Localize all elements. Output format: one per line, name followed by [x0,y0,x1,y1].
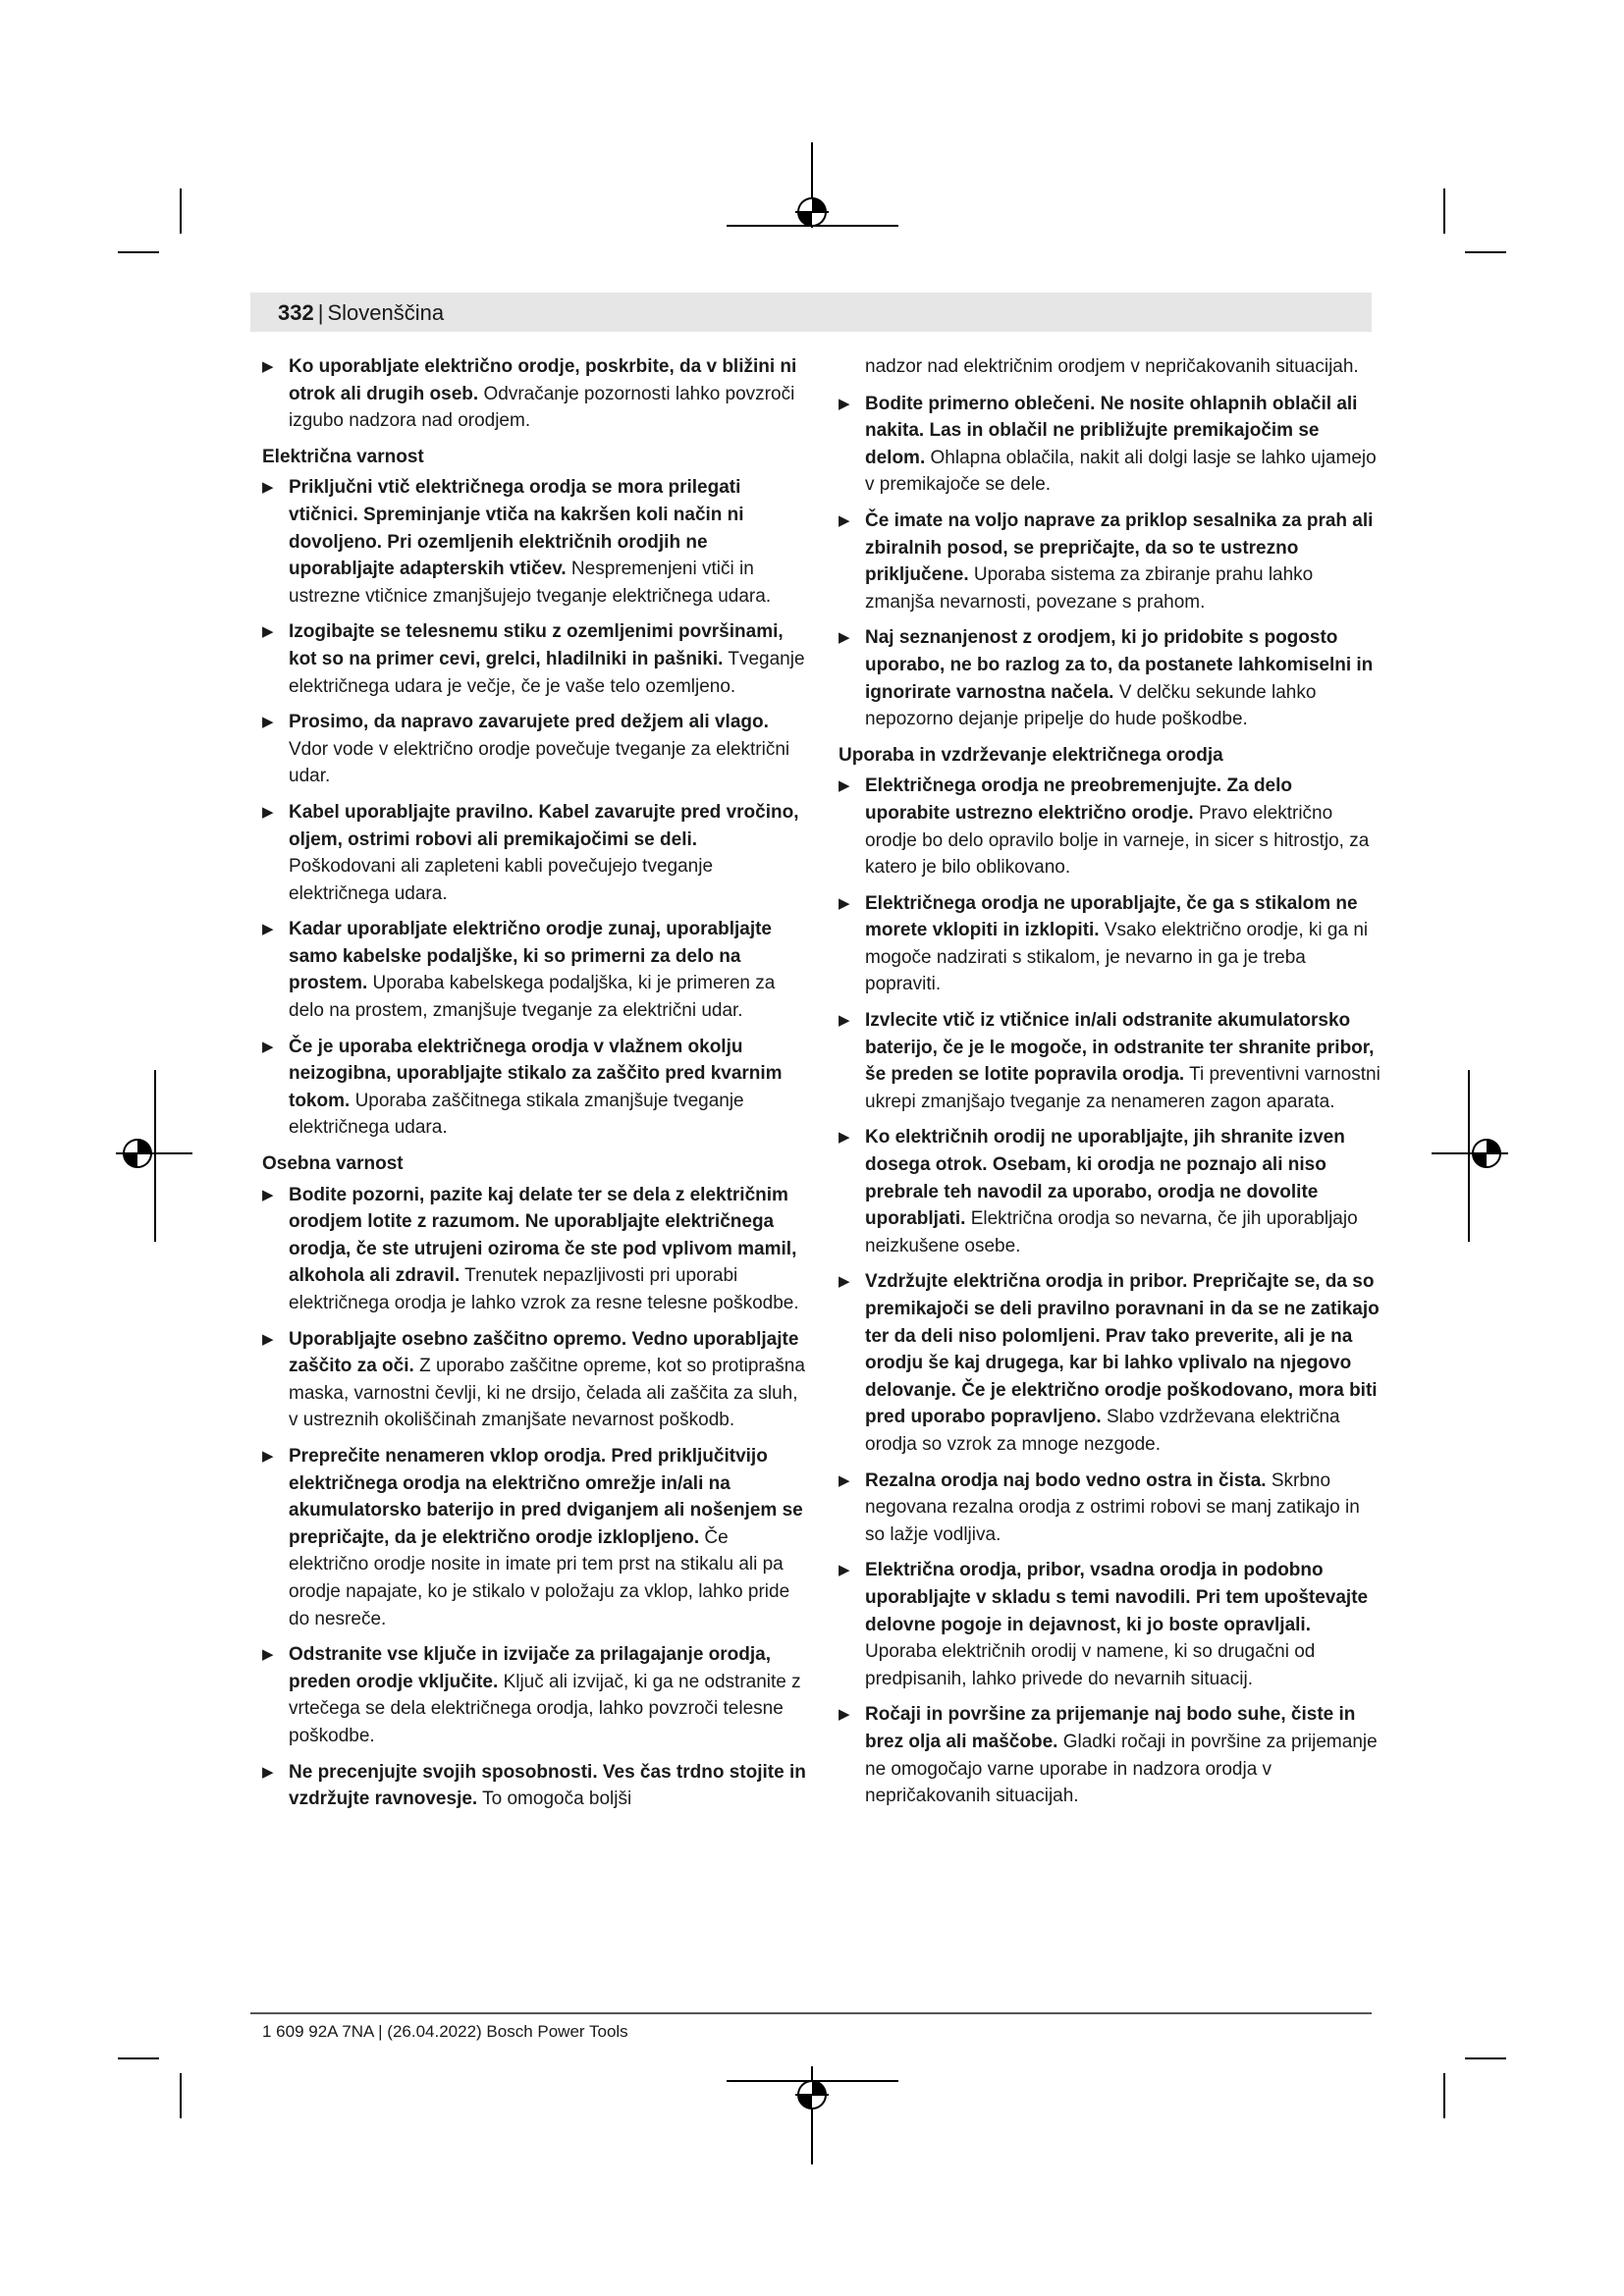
crop-mark-top-right-h [1465,251,1506,253]
list-item [839,624,1380,732]
header-language: Slovenščina [327,300,445,325]
section-heading-personal-safety: Osebna varnost [262,1153,404,1175]
bullet-icon: ▶ [839,1562,850,1579]
section-heading-use-and-care: Uporaba in vzdrževanje električnega orodja [839,744,1223,766]
item-text: Vsako električno orodje, ki ga ni mogoče nadzirati s stikalom, je nevarno in ga je treba popraviti. [865,920,1369,995]
list-item [262,353,808,435]
page-footer: 1 609 92A 7NA | (26.04.2022) Bosch Power Tools [262,2022,628,2041]
item-bold: Ko električnih orodij ne uporabljajte, jih shranite izven dosega otrok. Osebam, ki orodja ne poznajo ali niso prebrale teh navodil za uporabo, orodja ne dovolite uporabljati. [865,1127,1345,1230]
list-item [839,1268,1380,1458]
item-text: Z uporabo zaščitne opreme, kot so protiprašna maska, varnostni čevlji, ki ne drsijo, čelada ali zaščita za sluh, v ustreznih okoliščinah zmanjšate nevarnost poškodb. [289,1356,805,1431]
crop-mark-top-right-v [1443,188,1445,234]
item-bold: Ročaji in površine za prijemanje naj bodo suhe, čiste in brez olja ali maščobe. [865,1704,1356,1752]
bullet-icon: ▶ [262,479,274,497]
bullet-icon: ▶ [839,1273,850,1291]
list-item [839,890,1380,998]
item-bold: Ko uporabljate električno orodje, poskrbite, da v bližini ni otrok ali drugih oseb. [289,356,797,404]
bullet-icon: ▶ [839,777,850,795]
item-bold: Električnega orodja ne preobremenjujte. Za delo uporabite ustrezno električno orodje. [865,775,1292,824]
right-column [839,353,1380,1819]
item-text: Ključ ali izvijač, ki ga ne odstranite z vrtečega se dela električnega orodja, lahko povzroči telesne poškodbe. [289,1671,801,1746]
item-bold: Električna orodja, pribor, vsadna orodja in podobno uporabljajte v skladu s temi navodili. Pri tem upoštevajte delovne pogoje in dejavnost, ki jo boste opravljali. [865,1560,1369,1635]
bullet-icon: ▶ [839,1706,850,1724]
item-bold: Če je uporaba električnega orodja v vlažnem okolju neizogibna, uporabljajte stikalo za zaščito pred kvarnim tokom. [289,1036,783,1111]
item-bold: Odstranite vse ključe in izvijače za prilagajanje orodja, preden orodje vključite. [289,1644,772,1692]
item-bold: Naj seznanjenost z orodjem, ki jo pridobite s pogosto uporabo, ne bo razlog za to, da postanete lahkomiselni in ignorirate varnostna načela. [865,627,1374,703]
bullet-icon: ▶ [262,1038,274,1055]
list-item [262,1641,808,1749]
bullet-icon: ▶ [839,1471,850,1489]
item-bold: Če imate na voljo naprave za priklop sesalnika za prah ali zbiralnih posod, se prepričajte, da so te ustrezno priključene. [865,509,1374,586]
crop-mark-bottom-left-v [180,2073,182,2118]
list-item [839,773,1380,881]
item-bold: Ne precenjujte svojih sposobnosti. Ves čas trdno stojite in vzdržujte ravnovesje. [289,1761,806,1810]
item-text: V delčku sekunde lahko nepozorno dejanje pripelje do hude poškodbe. [865,681,1317,730]
list-item [839,1124,1380,1259]
page-number: 332 [278,300,314,325]
registration-mark-left-icon [116,1070,194,1247]
item-text: Uporaba električnih orodij v namene, ki so drugačni od predpisanih, lahko privede do nevarnih situacij. [865,1641,1316,1689]
section-heading-electrical-safety: Električna varnost [262,446,424,467]
bullet-icon: ▶ [262,1447,274,1465]
item-text: Slabo vzdrževana električna orodja so vzrok za mnoge nezgode. [865,1407,1340,1455]
crop-mark-bottom-right-v [1443,2073,1445,2118]
item-text: Odvračanje pozornosti lahko povzroči izgubo nadzora nad orodjem. [289,383,795,432]
item-bold: Izogibajte se telesnemu stiku z ozemljenimi površinami, kot so na primer cevi, grelci, hladilniki in pašniki. [289,621,784,669]
item-text: Vdor vode v električno orodje povečuje tveganje za električni udar. [289,738,790,787]
registration-mark-bottom-icon [727,2061,903,2169]
bullet-icon: ▶ [262,1330,274,1348]
item-text: Uporaba kabelskega podaljška, ki je primeren za delo na prostem, zmanjšuje tveganje za električni udar. [289,973,776,1022]
item-bold: Izvlecite vtič iz vtičnice in/ali odstranite akumulatorsko baterijo, če je le mogoče, in odstranite ter shranite pribor, še preden se lotite popravila orodja. [865,1010,1375,1086]
bullet-icon: ▶ [839,894,850,912]
list-item [262,709,808,790]
item-bold: Kabel uporabljajte pravilno. Kabel zavarujte pred vročino, oljem, ostrimi robovi ali premikajočimi se deli. [289,801,799,850]
item-text: Električna orodja so nevarna, če jih uporabljajo neizkušene osebe. [865,1208,1358,1256]
item-bold: Vzdržujte električna orodja in pribor. Prepričajte se, da so premikajoči se deli pravilno poravnani in da se ne zatikajo ter da deli niso polomljeni. Prav tako preverite, ali je na orodju še kaj drugega, kar bi lahko vplivalo na njegovo delovanje. Če je električno orodje poškodovano, mora biti pred uporabo popravljeno. [865,1271,1380,1428]
registration-mark-top-icon [727,137,903,245]
item-bold: Uporabljajte osebno zaščitno opremo. Vedno uporabljajte zaščito za oči. [289,1328,799,1377]
item-text: Trenutek nepazljivosti pri uporabi električnega orodja je lahko vzrok za resne telesne poškodbe. [289,1265,799,1313]
item-text: To omogoča boljši [482,1789,632,1810]
crop-mark-bottom-left-h [118,2057,159,2059]
footer-divider [250,2012,1372,2014]
continued-text: nadzor nad električnim orodjem v nepričakovanih situacijah. [865,356,1359,377]
bullet-icon: ▶ [262,714,274,731]
list-item [839,1007,1380,1115]
bullet-icon: ▶ [839,1129,850,1147]
list-item [262,618,808,700]
item-bold: Rezalna orodja naj bodo vedno ostra in čista. [865,1469,1267,1491]
bullet-icon: ▶ [839,395,850,412]
list-item [262,799,808,907]
item-bold: Preprečite nenameren vklop orodja. Pred priključitvijo električnega orodja na električno omrežje in/ali na akumulatorsko baterijo in pred dviganjem ali nošenjem se prepričajte, da je električno orodje izklopljeno. [289,1445,803,1548]
crop-mark-bottom-right-h [1465,2057,1506,2059]
item-text: Če električno orodje nosite in imate pri tem prst na stikalu ali pa orodje napajate, ko je stikalo v položaju za vklop, lahko pride do nesreče. [289,1526,790,1629]
item-text: Gladki ročaji in površine za prijemanje ne omogočajo varne uporabe in nadzora orodja v nepričakovanih situacijah. [865,1731,1378,1807]
bullet-icon: ▶ [262,921,274,938]
item-text: Uporaba zaščitnega stikala zmanjšuje tveganje električnega udara. [289,1090,744,1139]
bullet-icon: ▶ [839,629,850,647]
bullet-icon: ▶ [262,1646,274,1664]
bullet-icon: ▶ [262,358,274,375]
item-bold: Priključni vtič električnega orodja se mora prilegati vtičnici. Spreminjanje vtiča na kakršen koli način ni dovoljeno. Pri ozemljenih električnih orodjih ne uporabljajte adapterskih vtičev. [289,477,744,580]
bullet-icon: ▶ [839,1012,850,1030]
item-bold: Kadar uporabljate električno orodje zunaj, uporabljajte samo kabelske podaljške, ki so primerni za delo na prostem. [289,919,772,994]
list-item [839,507,1380,615]
page-header [278,299,444,327]
item-text: Skrbno negovana rezalna orodja z ostrimi robovi se manj zatikajo in so lažje vodljiva. [865,1469,1360,1545]
bullet-icon: ▶ [262,1763,274,1781]
list-item [262,916,808,1024]
item-bold: Bodite pozorni, pazite kaj delate ter se dela z električnim orodjem lotite z razumom. Ne uporabljajte električnega orodja, če ste utrujeni oziroma če ste pod vplivom mamil, alkohola ali zdravil. [289,1184,797,1287]
bullet-icon: ▶ [839,511,850,529]
item-text: Pravo električno orodje bo delo opravilo bolje in varneje, in sicer s hitrostjo, za katero je bilo oblikovano. [865,802,1370,879]
list-item [262,1182,808,1317]
item-text: Poškodovani ali zapleteni kabli povečujejo tveganje električnega udara. [289,856,714,904]
list-item [262,1034,808,1142]
bullet-icon: ▶ [262,1186,274,1203]
item-text: Nespremenjeni vtiči in ustrezne vtičnice zmanjšujejo tveganje električnega udara. [289,559,772,607]
bullet-icon: ▶ [262,623,274,641]
left-column [262,353,808,1822]
bullet-icon: ▶ [262,803,274,821]
list-item [839,1701,1380,1809]
crop-mark-top-left-h [118,251,159,253]
list-item [839,1557,1380,1692]
item-text: Tveganje električnega udara je večje, če je vaše telo ozemljeno. [289,648,805,697]
list-item [839,1468,1380,1549]
list-item [262,1443,808,1632]
item-bold: Električnega orodja ne uporabljajte, če ga s stikalom ne morete vklopiti in izklopiti. [865,892,1358,941]
list-item [262,1326,808,1434]
item-text: Uporaba sistema za zbiranje prahu lahko zmanjša nevarnosti, povezane s prahom. [865,564,1314,613]
item-bold: Bodite primerno oblečeni. Ne nosite ohlapnih oblačil ali nakita. Las in oblačil ne približujte premikajočim se delom. [865,393,1358,468]
registration-mark-right-icon [1430,1070,1508,1247]
list-item [262,1759,808,1813]
crop-mark-top-left-v [180,188,182,234]
item-text: Ohlapna oblačila, nakit ali dolgi lasje se lahko ujamejo v premikajoče se dele. [865,447,1377,496]
header-separator: | [317,300,324,325]
item-text: Ti preventivni varnostni ukrepi zmanjšajo tveganje za nenameren zagon aparata. [865,1064,1380,1112]
list-item [839,391,1380,499]
list-item [262,474,808,610]
item-bold: Prosimo, da napravo zavarujete pred dežjem ali vlago. [289,712,769,733]
